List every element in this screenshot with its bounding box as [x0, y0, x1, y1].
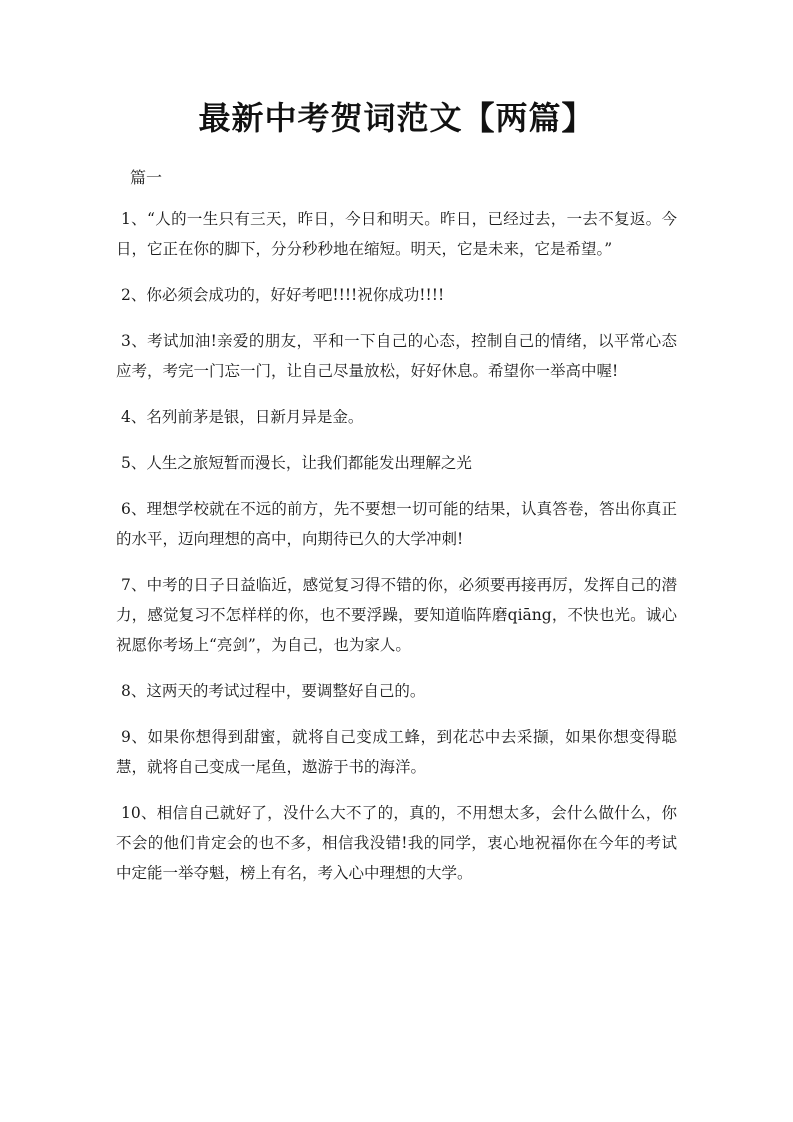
- paragraph-8: 8、这两天的考试过程中，要调整好自己的。: [121, 682, 426, 700]
- paragraph-list: [116, 204, 677, 888]
- paragraph-6: 6、理想学校就在不远的前方，先不要想一切可能的结果，认真答卷，答出你真正的水平，迈向理想的高中，向期待已久的大学冲刺!: [116, 500, 677, 548]
- paragraph-7: 7、中考的日子日益临近，感觉复习得不错的你，必须要再接再厉，发挥自己的潜力，感觉复习不怎样样的你，也不要浮躁，要知道临阵磨qiāng，不快也光。诚心祝愿你考场上“亮剑”，为自己，也为家人。: [116, 576, 677, 654]
- paragraph-5: 5、人生之旅短暂而漫长，让我们都能发出理解之光: [121, 454, 472, 472]
- paragraph-2: 2、你必须会成功的，好好考吧!!!!祝你成功!!!!: [121, 286, 445, 304]
- paragraph-3: 3、考试加油!亲爱的朋友，平和一下自己的心态，控制自己的情绪，以平常心态应考，考完一门忘一门，让自己尽量放松，好好休息。希望你一举高中喔!: [116, 332, 677, 380]
- paragraph-4: 4、名列前茅是银，日新月异是金。: [121, 408, 364, 426]
- paragraph-10: 10、相信自己就好了，没什么大不了的，真的，不用想太多，会什么做什么，你不会的他们肯定会的也不多，相信我没错!我的同学，衷心地祝福你在今年的考试中定能一举夺魁，榜上有名，考入心中理想的大学。: [116, 804, 677, 882]
- paragraph-1: 1、“人的一生只有三天，昨日，今日和明天。昨日，已经过去，一去不复返。今日，它正在你的脚下，分分秒秒地在缩短。明天，它是未来，它是希望。”: [116, 210, 677, 258]
- paragraph-9: 9、如果你想得到甜蜜，就将自己变成工蜂，到花芯中去采撷，如果你想变得聪慧，就将自己变成一尾鱼，遨游于书的海洋。: [116, 728, 677, 776]
- section-label: 篇一: [130, 168, 163, 187]
- document-title: 最新中考贺词范文【两篇】: [198, 99, 595, 137]
